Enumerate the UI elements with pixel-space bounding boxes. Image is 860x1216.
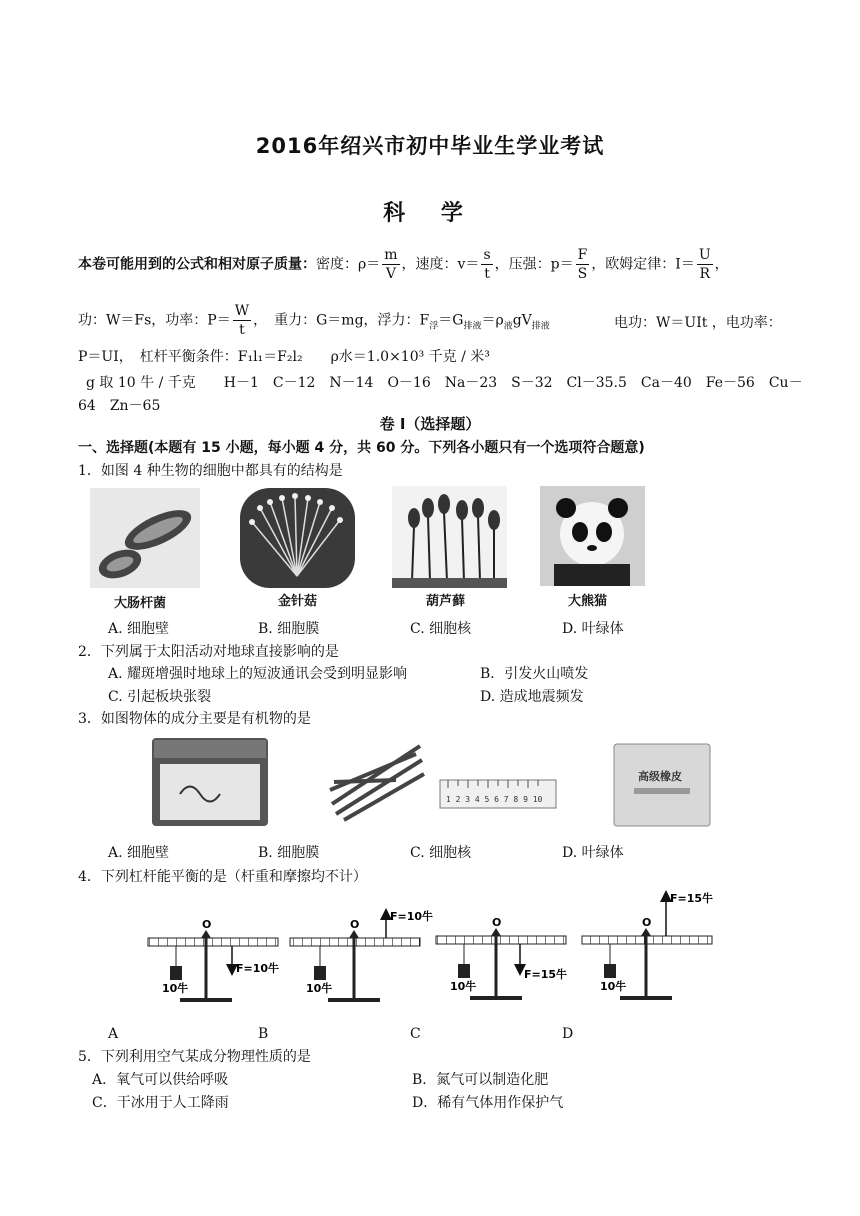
- svg-text:O: O: [642, 916, 652, 929]
- q1-option-b[interactable]: B. 细胞膜: [258, 621, 320, 637]
- svg-text:F=15牛: F=15牛: [524, 968, 568, 981]
- work-label: 功：W＝Fs，功率：P＝: [78, 312, 231, 329]
- subject-title: 科 学: [383, 201, 477, 226]
- density-label: 密度：ρ＝: [316, 256, 381, 273]
- q2-option-c[interactable]: C. 引起板块张裂: [108, 689, 212, 705]
- speed-fraction: $\frac{s}{t}$: [483, 247, 491, 282]
- q1-option-d[interactable]: D. 叶绿体: [562, 621, 624, 637]
- svg-text:10牛: 10牛: [450, 980, 477, 993]
- formula-intro: 本卷可能用到的公式和相对原子质量：: [78, 256, 316, 273]
- moss-image: [392, 486, 507, 588]
- pencil-case-image: [150, 734, 270, 830]
- power-fraction: $\frac{W}{t}$: [234, 303, 250, 338]
- section-heading: 一、选择题(本题有 15 小题，每小题 4 分，共 60 分。下列各小题只有一个选项符合题意): [78, 440, 645, 456]
- q5-option-c[interactable]: C．干冰用于人工降雨: [92, 1095, 229, 1111]
- atomic-mass-line: g 取 10 牛 / 千克 H－1 C－12 N－14 O－16 Na－23 S－32 Cl－35.5 Ca－40 Fe－56 Cu－: [86, 375, 803, 391]
- lever-b: [290, 909, 433, 1002]
- lever-c: [436, 916, 567, 1000]
- q2-option-d[interactable]: D. 造成地震频发: [480, 689, 584, 705]
- formula-line-2: 功：W＝Fs，功率：P＝ $\frac{W}{t}$ ， 重力：G＝mg，浮力：$F_浮=G_{排液}=\rho_液gV_{排液}$: [78, 303, 550, 338]
- atomic-mass-line-2: 64 Zn－65: [78, 398, 161, 414]
- q1-caption-b: 金针菇: [278, 594, 318, 609]
- q1-option-c[interactable]: C. 细胞核: [410, 621, 472, 637]
- svg-text:10牛: 10牛: [162, 982, 189, 995]
- q5-option-b[interactable]: B．氮气可以制造化肥: [412, 1072, 549, 1088]
- svg-text:O: O: [350, 918, 360, 931]
- q4-stem: 4．下列杠杆能平衡的是（杆重和摩擦均不计）: [78, 869, 367, 885]
- q4-option-d[interactable]: D: [562, 1026, 574, 1042]
- ecoli-image: [90, 488, 200, 588]
- q1-caption-d: 大熊猫: [568, 594, 608, 609]
- ohm-label: ，欧姆定律：I＝: [591, 256, 695, 273]
- svg-text:F=10牛: F=10牛: [390, 910, 434, 923]
- q3-stem: 3．如图物体的成分主要是有机物的是: [78, 711, 311, 727]
- q5-stem: 5．下列利用空气某成分物理性质的是: [78, 1049, 311, 1065]
- ruler-image: [438, 774, 558, 814]
- svg-text:O: O: [202, 918, 212, 931]
- q3-option-c[interactable]: C. 细胞核: [410, 845, 472, 861]
- q3-option-b[interactable]: B. 细胞膜: [258, 845, 320, 861]
- q5-option-a[interactable]: A．氧气可以供给呼吸: [92, 1072, 229, 1088]
- q1-stem: 1．如图 4 种生物的细胞中都具有的结构是: [78, 463, 343, 479]
- svg-text:10牛: 10牛: [306, 982, 333, 995]
- svg-text:10牛: 10牛: [600, 980, 627, 993]
- pressure-fraction: $\frac{F}{S}$: [577, 247, 588, 282]
- ruler-digits: 1 2 3 4 5 6 7 8 9 10: [446, 795, 543, 804]
- q3-option-d[interactable]: D. 叶绿体: [562, 845, 624, 861]
- ohm-fraction: $\frac{U}{R}$: [698, 247, 711, 282]
- lever-a: [148, 918, 279, 1002]
- q1-option-a[interactable]: A. 细胞壁: [108, 621, 170, 637]
- electric-work: 电功：W＝UIt ，电功率：: [614, 315, 782, 331]
- q2-option-a[interactable]: A. 耀斑增强时地球上的短波通讯会受到明显影响: [108, 666, 408, 682]
- volume-heading: 卷 I（选择题）: [379, 415, 481, 433]
- svg-text:F=15牛: F=15牛: [670, 892, 714, 905]
- sticks-image: [326, 740, 426, 824]
- lever-diagrams: [140, 890, 720, 1010]
- svg-text:F=10牛: F=10牛: [236, 962, 280, 975]
- speed-label: ，速度：v＝: [401, 256, 480, 273]
- lever-d: [582, 891, 713, 1000]
- eraser-image: [610, 740, 714, 830]
- q1-caption-c: 葫芦藓: [426, 594, 466, 609]
- enoki-image: [240, 488, 355, 588]
- formula-line-3: P＝UI， 杠杆平衡条件：F₁l₁＝F₂l₂ ρ水＝1.0×10³ 千克 / 米³: [78, 349, 490, 365]
- svg-text:O: O: [492, 916, 502, 929]
- q5-option-d[interactable]: D．稀有气体用作保护气: [412, 1095, 564, 1111]
- eraser-label: 高级橡皮: [638, 770, 682, 783]
- q4-option-a[interactable]: A: [108, 1026, 119, 1042]
- q4-option-c[interactable]: C: [410, 1026, 421, 1042]
- q3-option-a[interactable]: A. 细胞壁: [108, 845, 170, 861]
- q2-stem: 2．下列属于太阳活动对地球直接影响的是: [78, 644, 339, 660]
- formula-line-1: 本卷可能用到的公式和相对原子质量：密度：ρ＝ $\frac{m}{V}$ ，速度：v＝ $\frac{s}{t}$ ，压强：p＝ $\frac{F}{S}$ ，欧姆定律：I＝ $\frac{U}{R}$ ，: [78, 247, 729, 282]
- density-fraction: $\frac{m}{V}$: [384, 247, 398, 282]
- panda-image: [540, 486, 645, 586]
- q2-option-b[interactable]: B．引发火山喷发: [480, 666, 589, 682]
- q4-option-b[interactable]: B: [258, 1026, 269, 1042]
- q1-caption-a: 大肠杆菌: [114, 596, 167, 611]
- pressure-label: ，压强：p＝: [494, 256, 574, 273]
- exam-title: 2016年绍兴市初中毕业生学业考试: [255, 134, 605, 158]
